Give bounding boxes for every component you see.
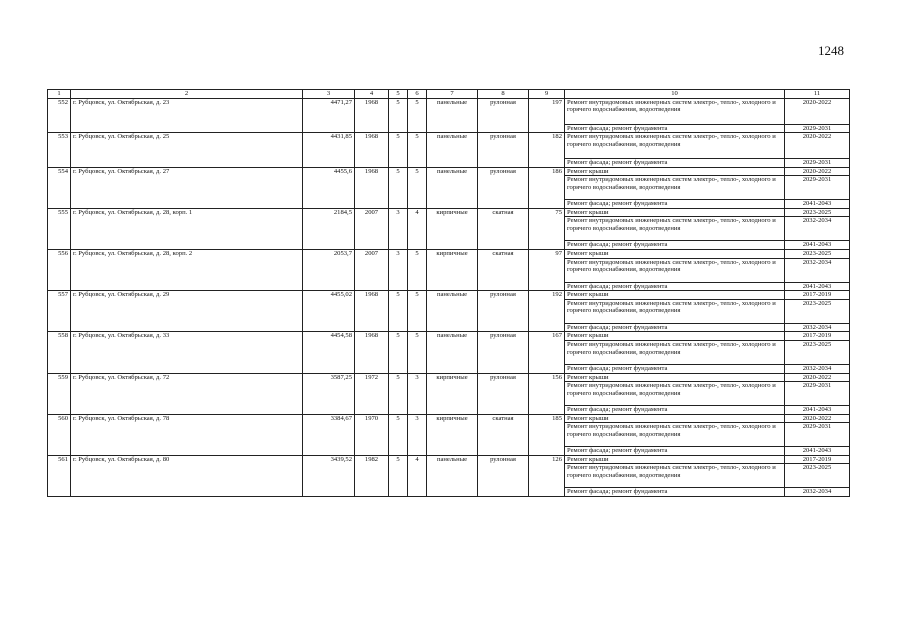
work-type-cell: Ремонт крыши (565, 373, 785, 382)
apartments-cell: 156 (529, 373, 565, 414)
apartments-cell: 97 (529, 250, 565, 291)
roof-cell: рулонная (478, 98, 529, 133)
area-cell: 4455,02 (303, 291, 355, 332)
address-cell: г. Рубцовск, ул. Октябрьская, д. 78 (71, 414, 303, 455)
work-period-cell: 2017-2019 (785, 332, 850, 341)
work-type-cell: Ремонт внутридомовых инженерных систем электро-, тепло-, холодного и горячего водоснабжения, водоотведения (565, 340, 785, 364)
walls-cell: панельные (427, 291, 478, 332)
entrances-cell: 4 (408, 208, 427, 249)
col-header: 2 (71, 90, 303, 99)
address-cell: г. Рубцовск, ул. Октябрьская, д. 33 (71, 332, 303, 373)
work-type-cell: Ремонт внутридомовых инженерных систем электро-, тепло-, холодного и горячего водоснабжения, водоотведения (565, 258, 785, 282)
table-row (48, 208, 850, 217)
address-cell: г. Рубцовск, ул. Октябрьская, д. 23 (71, 98, 303, 133)
work-type-cell: Ремонт крыши (565, 208, 785, 217)
work-period-cell: 2023-2025 (785, 299, 850, 323)
apartments-cell: 167 (529, 332, 565, 373)
table-row (48, 332, 850, 341)
year-cell: 1968 (355, 167, 389, 208)
work-period-cell: 2017-2019 (785, 291, 850, 300)
floors-cell: 5 (389, 133, 408, 168)
entrances-cell: 3 (408, 373, 427, 414)
col-header: 4 (355, 90, 389, 99)
work-period-cell: 2032-2034 (785, 488, 850, 497)
walls-cell: кирпичные (427, 414, 478, 455)
work-period-cell: 2020-2022 (785, 414, 850, 423)
apartments-cell: 126 (529, 455, 565, 496)
roof-cell: скатная (478, 414, 529, 455)
work-period-cell: 2020-2022 (785, 98, 850, 124)
work-period-cell: 2032-2034 (785, 364, 850, 373)
work-period-cell: 2029-2031 (785, 423, 850, 447)
roof-cell: скатная (478, 250, 529, 291)
table-row (48, 373, 850, 382)
table-row (48, 414, 850, 423)
year-cell: 1968 (355, 133, 389, 168)
work-period-cell: 2029-2031 (785, 124, 850, 133)
work-period-cell: 2029-2031 (785, 176, 850, 200)
walls-cell: панельные (427, 455, 478, 496)
work-type-cell: Ремонт внутридомовых инженерных систем электро-, тепло-, холодного и горячего водоснабжения, водоотведения (565, 423, 785, 447)
year-cell: 1970 (355, 414, 389, 455)
work-type-cell: Ремонт крыши (565, 455, 785, 464)
area-cell: 4431,85 (303, 133, 355, 168)
work-type-cell: Ремонт внутридомовых инженерных систем электро-, тепло-, холодного и горячего водоснабжения, водоотведения (565, 217, 785, 241)
walls-cell: панельные (427, 133, 478, 168)
work-period-cell: 2020-2022 (785, 167, 850, 176)
work-type-cell: Ремонт фасада; ремонт фундамента (565, 364, 785, 373)
work-type-cell: Ремонт фасада; ремонт фундамента (565, 323, 785, 332)
work-type-cell: Ремонт фасада; ремонт фундамента (565, 447, 785, 456)
floors-cell: 5 (389, 332, 408, 373)
entrances-cell: 4 (408, 455, 427, 496)
apartments-cell: 192 (529, 291, 565, 332)
address-cell: г. Рубцовск, ул. Октябрьская, д. 25 (71, 133, 303, 168)
year-cell: 2007 (355, 208, 389, 249)
work-type-cell: Ремонт фасада; ремонт фундамента (565, 406, 785, 415)
apartments-cell: 182 (529, 133, 565, 168)
work-type-cell: Ремонт внутридомовых инженерных систем электро-, тепло-, холодного и горячего водоснабжения, водоотведения (565, 98, 785, 124)
area-cell: 4455,6 (303, 167, 355, 208)
col-header: 1 (48, 90, 71, 99)
record-number: 559 (48, 373, 71, 414)
work-type-cell: Ремонт внутридомовых инженерных систем электро-, тепло-, холодного и горячего водоснабжения, водоотведения (565, 133, 785, 159)
column-number-row (48, 90, 850, 99)
address-cell: г. Рубцовск, ул. Октябрьская, д. 29 (71, 291, 303, 332)
entrances-cell: 5 (408, 332, 427, 373)
page-number: 1248 (818, 43, 844, 58)
walls-cell: панельные (427, 98, 478, 133)
walls-cell: панельные (427, 332, 478, 373)
table-row (48, 133, 850, 159)
area-cell: 3439,52 (303, 455, 355, 496)
work-period-cell: 2041-2043 (785, 241, 850, 250)
work-period-cell: 2023-2025 (785, 340, 850, 364)
table-row (48, 250, 850, 259)
work-period-cell: 2017-2019 (785, 455, 850, 464)
entrances-cell: 5 (408, 133, 427, 168)
entrances-cell: 3 (408, 414, 427, 455)
work-type-cell: Ремонт фасада; ремонт фундамента (565, 241, 785, 250)
year-cell: 1982 (355, 455, 389, 496)
floors-cell: 5 (389, 291, 408, 332)
apartments-cell: 197 (529, 98, 565, 133)
table-row (48, 291, 850, 300)
work-period-cell: 2041-2043 (785, 200, 850, 209)
work-period-cell: 2032-2034 (785, 217, 850, 241)
roof-cell: рулонная (478, 373, 529, 414)
area-cell: 3384,67 (303, 414, 355, 455)
work-period-cell: 2029-2031 (785, 159, 850, 168)
floors-cell: 3 (389, 208, 408, 249)
apartments-cell: 75 (529, 208, 565, 249)
work-period-cell: 2023-2025 (785, 208, 850, 217)
area-cell: 4454,58 (303, 332, 355, 373)
work-period-cell: 2041-2043 (785, 406, 850, 415)
col-header: 11 (785, 90, 850, 99)
record-number: 557 (48, 291, 71, 332)
table-row (48, 455, 850, 464)
roof-cell: рулонная (478, 133, 529, 168)
year-cell: 1972 (355, 373, 389, 414)
address-cell: г. Рубцовск, ул. Октябрьская, д. 72 (71, 373, 303, 414)
repair-schedule-table (47, 89, 850, 497)
work-period-cell: 2023-2025 (785, 464, 850, 488)
work-type-cell: Ремонт крыши (565, 291, 785, 300)
work-type-cell: Ремонт фасада; ремонт фундамента (565, 200, 785, 209)
roof-cell: рулонная (478, 291, 529, 332)
work-type-cell: Ремонт крыши (565, 250, 785, 259)
record-number: 552 (48, 98, 71, 133)
work-type-cell: Ремонт внутридомовых инженерных систем электро-, тепло-, холодного и горячего водоснабжения, водоотведения (565, 299, 785, 323)
floors-cell: 5 (389, 167, 408, 208)
entrances-cell: 5 (408, 250, 427, 291)
year-cell: 1968 (355, 291, 389, 332)
roof-cell: скатная (478, 208, 529, 249)
work-type-cell: Ремонт внутридомовых инженерных систем электро-, тепло-, холодного и горячего водоснабжения, водоотведения (565, 464, 785, 488)
year-cell: 1968 (355, 332, 389, 373)
apartments-cell: 185 (529, 414, 565, 455)
table-row (48, 98, 850, 124)
entrances-cell: 5 (408, 167, 427, 208)
work-period-cell: 2020-2022 (785, 133, 850, 159)
record-number: 553 (48, 133, 71, 168)
work-type-cell: Ремонт фасада; ремонт фундамента (565, 159, 785, 168)
col-header: 3 (303, 90, 355, 99)
work-type-cell: Ремонт крыши (565, 414, 785, 423)
col-header: 5 (389, 90, 408, 99)
walls-cell: панельные (427, 167, 478, 208)
address-cell: г. Рубцовск, ул. Октябрьская, д. 27 (71, 167, 303, 208)
work-type-cell: Ремонт фасада; ремонт фундамента (565, 282, 785, 291)
record-number: 554 (48, 167, 71, 208)
roof-cell: рулонная (478, 167, 529, 208)
entrances-cell: 5 (408, 291, 427, 332)
address-cell: г. Рубцовск, ул. Октябрьская, д. 28, корп. 2 (71, 250, 303, 291)
record-number: 556 (48, 250, 71, 291)
walls-cell: кирпичные (427, 373, 478, 414)
floors-cell: 5 (389, 414, 408, 455)
address-cell: г. Рубцовск, ул. Октябрьская, д. 80 (71, 455, 303, 496)
apartments-cell: 186 (529, 167, 565, 208)
work-type-cell: Ремонт внутридомовых инженерных систем электро-, тепло-, холодного и горячего водоснабжения, водоотведения (565, 382, 785, 406)
col-header: 7 (427, 90, 478, 99)
record-number: 561 (48, 455, 71, 496)
record-number: 560 (48, 414, 71, 455)
work-period-cell: 2041-2043 (785, 282, 850, 291)
record-number: 555 (48, 208, 71, 249)
col-header: 8 (478, 90, 529, 99)
col-header: 10 (565, 90, 785, 99)
area-cell: 3587,25 (303, 373, 355, 414)
work-period-cell: 2032-2034 (785, 323, 850, 332)
work-type-cell: Ремонт крыши (565, 167, 785, 176)
work-period-cell: 2023-2025 (785, 250, 850, 259)
roof-cell: рулонная (478, 455, 529, 496)
entrances-cell: 5 (408, 98, 427, 133)
year-cell: 2007 (355, 250, 389, 291)
roof-cell: рулонная (478, 332, 529, 373)
work-period-cell: 2032-2034 (785, 258, 850, 282)
record-number: 558 (48, 332, 71, 373)
floors-cell: 5 (389, 98, 408, 133)
work-period-cell: 2020-2022 (785, 373, 850, 382)
area-cell: 4471,27 (303, 98, 355, 133)
work-period-cell: 2041-2043 (785, 447, 850, 456)
walls-cell: кирпичные (427, 250, 478, 291)
floors-cell: 3 (389, 250, 408, 291)
work-type-cell: Ремонт фасада; ремонт фундамента (565, 124, 785, 133)
floors-cell: 5 (389, 373, 408, 414)
area-cell: 2184,5 (303, 208, 355, 249)
address-cell: г. Рубцовск, ул. Октябрьская, д. 28, корп. 1 (71, 208, 303, 249)
col-header: 9 (529, 90, 565, 99)
col-header: 6 (408, 90, 427, 99)
work-type-cell: Ремонт фасада; ремонт фундамента (565, 488, 785, 497)
area-cell: 2053,7 (303, 250, 355, 291)
walls-cell: кирпичные (427, 208, 478, 249)
table-row (48, 167, 850, 176)
year-cell: 1968 (355, 98, 389, 133)
floors-cell: 5 (389, 455, 408, 496)
work-period-cell: 2029-2031 (785, 382, 850, 406)
work-type-cell: Ремонт внутридомовых инженерных систем электро-, тепло-, холодного и горячего водоснабжения, водоотведения (565, 176, 785, 200)
work-type-cell: Ремонт крыши (565, 332, 785, 341)
